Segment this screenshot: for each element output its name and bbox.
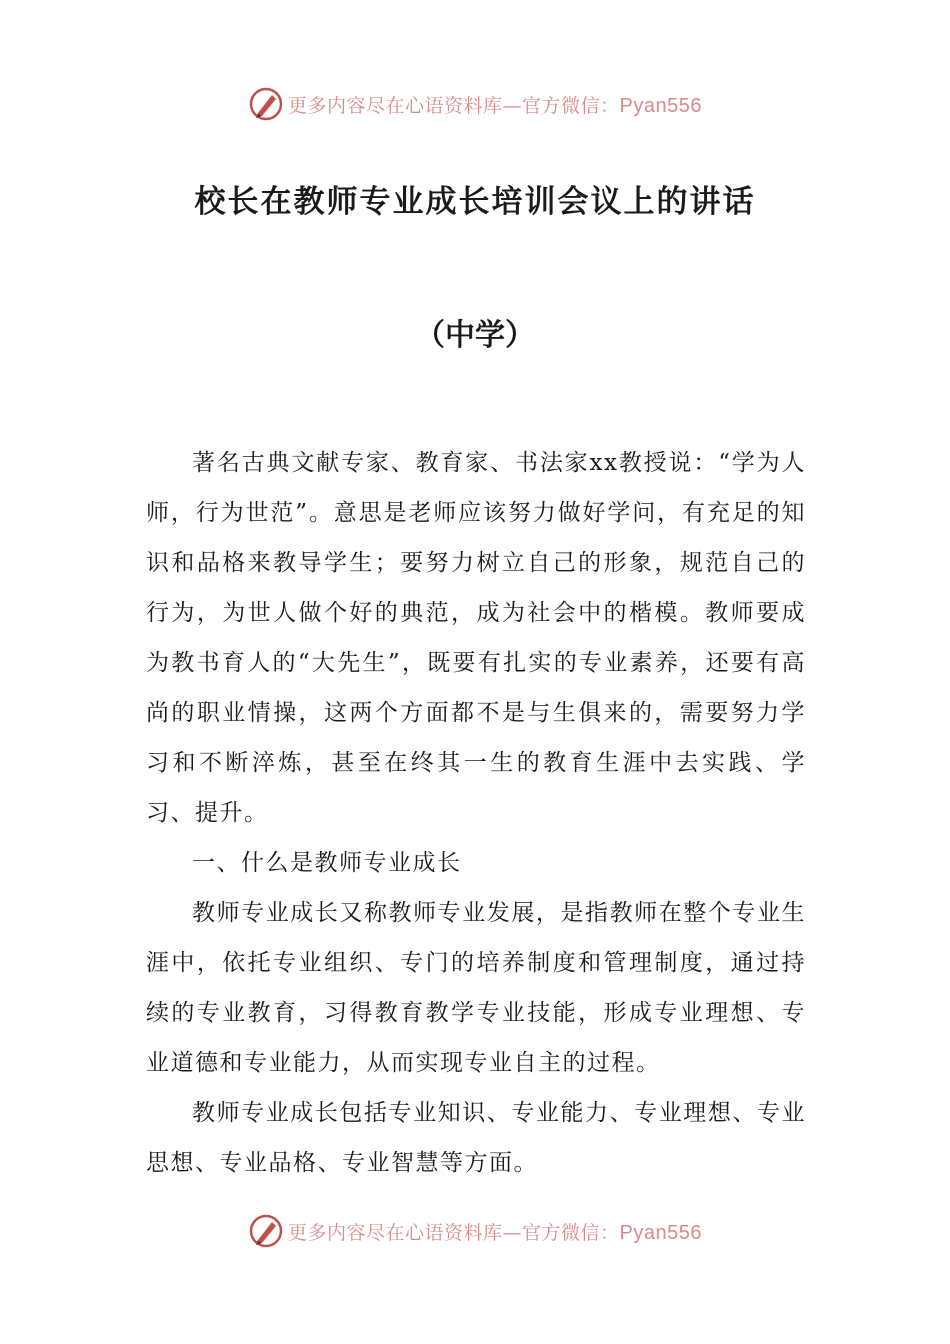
header-watermark-banner (0, 82, 950, 126)
paragraph-components: 教师专业成长包括专业知识、专业能力、专业理想、专业思想、专业品格、专业智慧等方面。 (146, 1100, 806, 1176)
pen-logo-icon (248, 86, 284, 122)
document-title: 校长在教师专业成长培训会议上的讲话 (194, 184, 756, 220)
paragraph-intro: 著名古典文献专家、教育家、书法家xx教授说：“学为人师，行为世范”。意思是老师应该努力做好学问，有充足的知识和品格来教导学生；要努力树立自己的形象，规范自己的行为，为世人做个好的典范，成为社会中的楷模。教师要成为教书育人的“大先生”，既要有扎实的专业素养，还要有高尚的职业情操，这两个方面都不是与生俱来的，需要努力学习和不断淬炼，甚至在终其一生的教育生涯中去实践、学习、提升。 (146, 450, 806, 826)
banner-text: 更多内容尽在心语资料库—官方微信：Pyan556 (288, 94, 702, 117)
banner-text: 更多内容尽在心语资料库—官方微信：Pyan556 (288, 1221, 702, 1244)
pen-logo-icon (248, 1213, 284, 1249)
document-body (146, 438, 806, 1188)
section-heading: 一、什么是教师专业成长 (192, 850, 462, 876)
document-subtitle: （中学） (415, 318, 535, 353)
paragraph-definition: 教师专业成长又称教师专业发展，是指教师在整个专业生涯中，依托专业组织、专门的培养制度和管理制度，通过持续的专业教育，习得教育教学专业技能，形成专业理想、专业道德和专业能力，从而实现专业自主的过程。 (146, 900, 806, 1076)
footer-watermark-banner (0, 1209, 950, 1253)
